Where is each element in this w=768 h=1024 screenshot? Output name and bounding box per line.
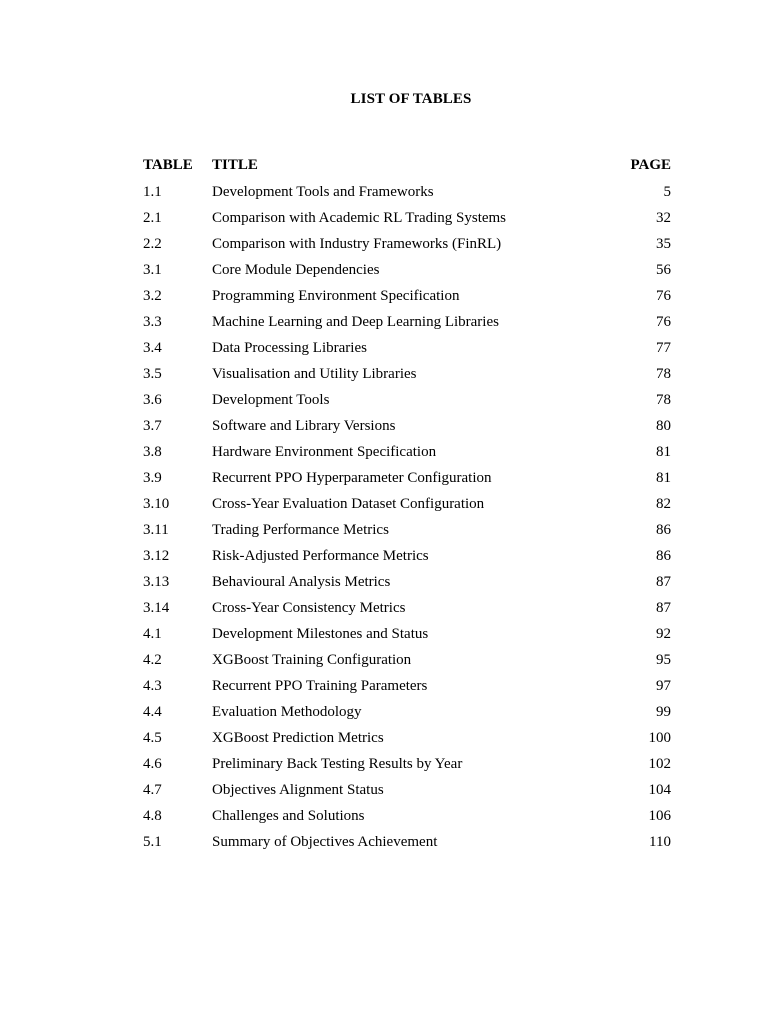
page-number: 86 xyxy=(656,522,671,538)
table-number: 3.3 xyxy=(143,314,162,330)
table-title[interactable]: Evaluation Methodology xyxy=(212,704,362,720)
page-number: 32 xyxy=(656,210,671,226)
page-number: 35 xyxy=(656,236,671,252)
table-row[interactable] xyxy=(143,520,671,546)
page-number: 110 xyxy=(649,834,671,850)
table-number: 3.10 xyxy=(143,496,170,512)
page-number: 78 xyxy=(656,392,671,408)
table-title[interactable]: Core Module Dependencies xyxy=(212,262,380,278)
table-number: 3.14 xyxy=(143,600,170,616)
page-number: 100 xyxy=(648,730,671,746)
table-number: 3.8 xyxy=(143,444,162,460)
table-number: 4.1 xyxy=(143,626,162,642)
table-row[interactable] xyxy=(143,312,671,338)
table-row[interactable] xyxy=(143,416,671,442)
page-number: 86 xyxy=(656,548,671,564)
table-title[interactable]: XGBoost Prediction Metrics xyxy=(212,730,384,746)
table-number: 4.6 xyxy=(143,756,162,772)
page-number: 77 xyxy=(656,340,671,356)
table-number: 3.5 xyxy=(143,366,162,382)
table-number: 3.7 xyxy=(143,418,162,434)
table-title[interactable]: Programming Environment Specification xyxy=(212,288,460,304)
page-number: 81 xyxy=(656,470,671,486)
page-number: 92 xyxy=(656,626,671,642)
table-number: 3.12 xyxy=(143,548,170,564)
page-number: 76 xyxy=(656,314,671,330)
list-of-tables xyxy=(143,155,671,858)
page-number: 5 xyxy=(663,184,671,200)
table-number: 3.2 xyxy=(143,288,162,304)
table-row[interactable] xyxy=(143,442,671,468)
table-title[interactable]: Summary of Objectives Achievement xyxy=(212,834,438,850)
table-row[interactable] xyxy=(143,832,671,858)
table-number: 4.8 xyxy=(143,808,162,824)
table-title[interactable]: Development Tools xyxy=(212,392,330,408)
table-row[interactable] xyxy=(143,338,671,364)
table-number: 3.9 xyxy=(143,470,162,486)
table-title[interactable]: Behavioural Analysis Metrics xyxy=(212,574,391,590)
table-number: 5.1 xyxy=(143,834,162,850)
table-title[interactable]: Objectives Alignment Status xyxy=(212,782,384,798)
table-row[interactable] xyxy=(143,702,671,728)
table-row[interactable] xyxy=(143,572,671,598)
table-number: 3.6 xyxy=(143,392,162,408)
table-entries xyxy=(143,182,671,858)
table-title[interactable]: Comparison with Industry Frameworks (FinRL) xyxy=(212,236,502,252)
table-number: 4.4 xyxy=(143,704,162,720)
table-row[interactable] xyxy=(143,806,671,832)
table-row[interactable] xyxy=(143,286,671,312)
table-title[interactable]: Recurrent PPO Hyperparameter Configuration xyxy=(212,470,492,486)
table-title[interactable]: Data Processing Libraries xyxy=(212,340,367,356)
table-row[interactable] xyxy=(143,494,671,520)
table-number: 4.7 xyxy=(143,782,162,798)
table-row[interactable] xyxy=(143,624,671,650)
page-number: 82 xyxy=(656,496,671,512)
page-number: 87 xyxy=(656,600,671,616)
table-row[interactable] xyxy=(143,546,671,572)
table-number: 2.1 xyxy=(143,210,162,226)
table-title[interactable]: Trading Performance Metrics xyxy=(212,522,389,538)
table-number: 4.2 xyxy=(143,652,162,668)
table-title[interactable]: Cross-Year Evaluation Dataset Configuration xyxy=(212,496,485,512)
table-number: 3.11 xyxy=(143,522,169,538)
table-row[interactable] xyxy=(143,468,671,494)
table-number: 4.3 xyxy=(143,678,162,694)
page-number: 99 xyxy=(656,704,671,720)
table-number: 3.1 xyxy=(143,262,162,278)
page-number: 104 xyxy=(648,782,671,798)
table-row[interactable] xyxy=(143,754,671,780)
table-row[interactable] xyxy=(143,234,671,260)
table-number: 3.13 xyxy=(143,574,170,590)
table-number: 3.4 xyxy=(143,340,162,356)
table-number: 1.1 xyxy=(143,184,162,200)
table-title[interactable]: Machine Learning and Deep Learning Libraries xyxy=(212,314,499,330)
page-number: 106 xyxy=(648,808,671,824)
table-number: 4.5 xyxy=(143,730,162,746)
page-number: 97 xyxy=(656,678,671,694)
table-row[interactable] xyxy=(143,598,671,624)
column-header-page: PAGE xyxy=(630,157,671,173)
table-title[interactable]: Development Tools and Frameworks xyxy=(212,184,434,200)
table-row[interactable] xyxy=(143,364,671,390)
page-number: 76 xyxy=(656,288,671,304)
table-row[interactable] xyxy=(143,728,671,754)
page-number: 102 xyxy=(648,756,671,772)
table-row[interactable] xyxy=(143,780,671,806)
table-title[interactable]: Hardware Environment Specification xyxy=(212,444,437,460)
table-title[interactable]: Recurrent PPO Training Parameters xyxy=(212,678,428,694)
column-header-table: TABLE xyxy=(143,157,193,173)
table-title[interactable]: Preliminary Back Testing Results by Year xyxy=(212,756,463,772)
page-number: 78 xyxy=(656,366,671,382)
page-title: LIST OF TABLES xyxy=(350,91,472,107)
table-title[interactable]: Risk-Adjusted Performance Metrics xyxy=(212,548,429,564)
table-row[interactable] xyxy=(143,208,671,234)
table-title[interactable]: Software and Library Versions xyxy=(212,418,396,434)
page-number: 95 xyxy=(656,652,671,668)
table-row[interactable] xyxy=(143,260,671,286)
table-title[interactable]: Challenges and Solutions xyxy=(212,808,365,824)
table-title[interactable]: Comparison with Academic RL Trading Systems xyxy=(212,210,507,226)
table-number: 2.2 xyxy=(143,236,162,252)
table-title[interactable]: Cross-Year Consistency Metrics xyxy=(212,600,406,616)
page-number: 87 xyxy=(656,574,671,590)
table-row[interactable] xyxy=(143,650,671,676)
page-number: 80 xyxy=(656,418,671,434)
table-row[interactable] xyxy=(143,676,671,702)
table-row[interactable] xyxy=(143,390,671,416)
column-header-title: TITLE xyxy=(212,157,258,173)
table-header-row xyxy=(143,155,671,182)
page-number: 81 xyxy=(656,444,671,460)
table-title[interactable]: Development Milestones and Status xyxy=(212,626,429,642)
page-number: 56 xyxy=(656,262,671,278)
table-row[interactable] xyxy=(143,182,671,208)
table-title[interactable]: XGBoost Training Configuration xyxy=(212,652,412,668)
table-title[interactable]: Visualisation and Utility Libraries xyxy=(212,366,417,382)
